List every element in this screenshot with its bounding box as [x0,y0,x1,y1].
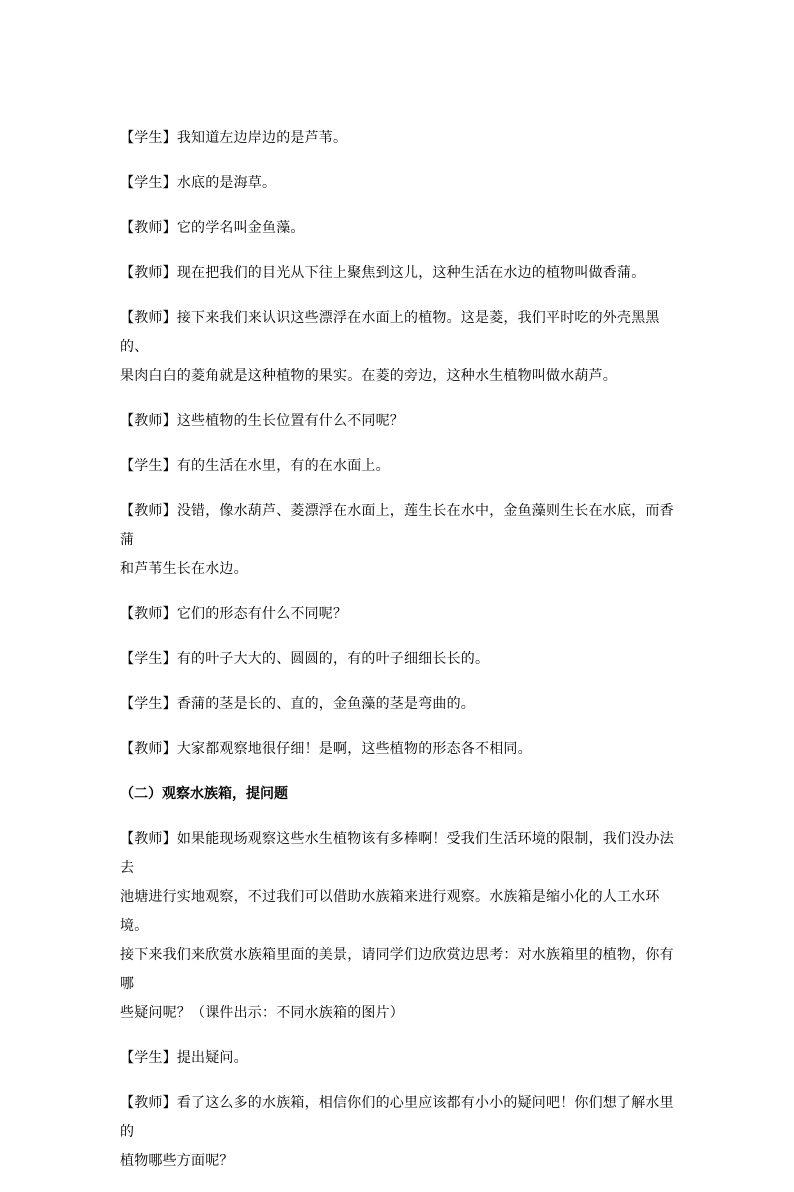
paragraph-line [120,825,680,883]
dialogue-paragraph [120,214,680,243]
paragraph-line [120,304,680,362]
speaker-label: 【教师】 [120,413,177,429]
paragraph-line [120,999,680,1028]
line-text: 它们的形态有什么不同呢？ [176,606,348,622]
speaker-label: 【教师】 [120,606,177,622]
line-text: 植物哪些方面呢？ [120,1153,234,1169]
speaker-label: 【学生】 [120,458,177,474]
speaker-label: 【教师】 [120,1095,177,1111]
line-text: 有的生活在水里，有的在水面上。 [176,458,390,474]
paragraph-line [120,124,680,153]
paragraph-line [120,407,680,436]
dialogue-block-2 [120,825,680,1176]
dialogue-paragraph [120,169,680,198]
line-text: 池塘进行实地观察，不过我们可以借助水族箱来进行观察。水族箱是缩小化的人工水环境。 [120,889,660,934]
speaker-label: 【学生】 [120,1050,177,1066]
dialogue-paragraph [120,600,680,629]
line-text: 果肉白白的菱角就是这种植物的果实。在菱的旁边，这种水生植物叫做水葫芦。 [120,368,617,384]
speaker-label: 【教师】 [120,265,177,281]
paragraph-line [120,214,680,243]
dialogue-paragraph [120,407,680,436]
line-text: 提出疑问。 [176,1050,248,1066]
paragraph-line [120,941,680,999]
paragraph-line [120,452,680,481]
paragraph-line [120,883,680,941]
speaker-label: 【学生】 [120,651,177,667]
speaker-label: 【教师】 [120,220,177,236]
dialogue-paragraph [120,452,680,481]
paragraph-line [120,169,680,198]
paragraph-line [120,362,680,391]
line-text: 我知道左边岸边的是芦苇。 [176,130,348,146]
line-text: 现在把我们的目光从下往上聚焦到这儿，这种生活在水边的植物叫做香蒲。 [176,265,646,281]
line-text: 香蒲的茎是长的、直的，金鱼藻的茎是弯曲的。 [176,696,476,712]
paragraph-line [120,735,680,764]
paragraph-line [120,1044,680,1073]
paragraph-line [120,555,680,584]
dialogue-paragraph [120,1089,680,1176]
speaker-label: 【教师】 [120,503,177,519]
dialogue-paragraph [120,304,680,391]
paragraph-line [120,1147,680,1176]
paragraph-line [120,645,680,674]
line-text: 看了这么多的水族箱，相信你们的心里应该都有小小的疑问吧！你们想了解水里的 [120,1095,674,1140]
line-text: 接下来我们来欣赏水族箱里面的美景，请同学们边欣赏边思考：对水族箱里的植物，你有哪 [120,947,674,992]
speaker-label: 【学生】 [120,696,177,712]
line-text: 没错，像水葫芦、菱漂浮在水面上，莲生长在水中，金鱼藻则生长在水底，而香蒲 [120,503,674,548]
dialogue-paragraph [120,259,680,288]
line-text: 有的叶子大大的、圆圆的，有的叶子细细长长的。 [176,651,490,667]
paragraph-line [120,600,680,629]
paragraph-line [120,259,680,288]
dialogue-paragraph [120,497,680,584]
line-text: 它的学名叫金鱼藻。 [176,220,305,236]
speaker-label: 【学生】 [120,130,177,146]
dialogue-paragraph [120,1044,680,1073]
line-text: 如果能现场观察这些水生植物该有多棒啊！受我们生活环境的限制，我们没办法去 [120,831,674,876]
paragraph-line [120,497,680,555]
paragraph-line [120,690,680,719]
line-text: 和芦苇生长在水边。 [120,561,248,577]
dialogue-paragraph [120,645,680,674]
dialogue-paragraph [120,690,680,719]
dialogue-block-1 [120,124,680,764]
speaker-label: 【学生】 [120,175,177,191]
dialogue-paragraph [120,735,680,764]
document-page [120,124,680,1192]
speaker-label: 【教师】 [120,831,177,847]
line-text: 这些植物的生长位置有什么不同呢？ [176,413,405,429]
dialogue-paragraph [120,825,680,1028]
line-text: 水底的是海草。 [176,175,277,191]
line-text: 些疑问呢？（课件出示：不同水族箱的图片） [120,1005,404,1021]
section-heading: （二）观察水族箱，提问题 [120,786,288,802]
dialogue-paragraph [120,124,680,153]
line-text: 接下来我们来认识这些漂浮在水面上的植物。这是菱，我们平时吃的外壳黑黑的、 [120,310,660,355]
speaker-label: 【教师】 [120,310,177,326]
paragraph-line [120,1089,680,1147]
speaker-label: 【教师】 [120,741,177,757]
line-text: 大家都观察地很仔细！是啊，这些植物的形态各不相同。 [176,741,532,757]
